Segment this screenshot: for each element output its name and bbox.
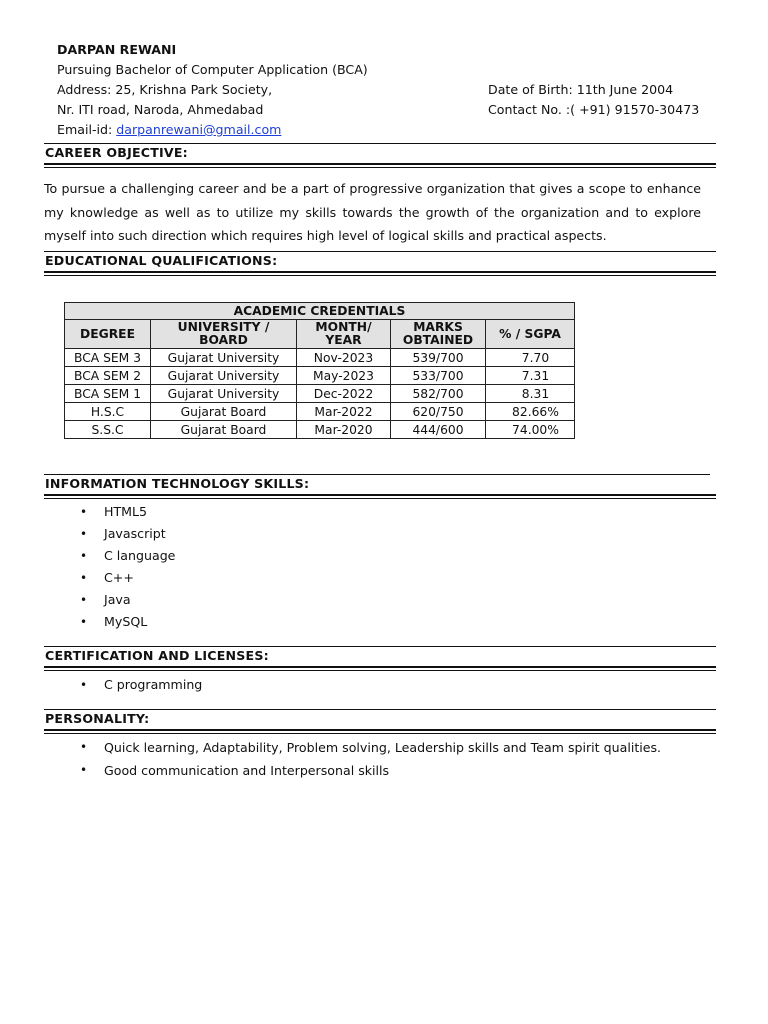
section-education (44, 251, 716, 276)
marks-cell: 539/700 (391, 349, 486, 367)
table-row (65, 367, 575, 385)
section-divider (44, 163, 716, 168)
section-divider (44, 729, 716, 734)
career-objective-text: To pursue a challenging career and be a part of progressive organization that gives a scope to enhance my knowledge as well as to utilize my skills towards the growth of the organization and to explore myself into such direction which requires high level of logical skills and practical aspects. (44, 181, 701, 243)
list-item: • Good communication and Interpersonal skills (62, 759, 661, 782)
section-divider (44, 494, 716, 499)
section-title: CAREER OBJECTIVE: (45, 145, 188, 160)
board-cell: Gujarat University (151, 367, 297, 385)
section-it-skills (44, 474, 716, 499)
marks-cell: 620/750 (391, 403, 486, 421)
column-header: MARKS OBTAINED (391, 320, 486, 349)
degree-cell: BCA SEM 1 (65, 385, 151, 403)
contact-number: Contact No. :( +91) 91570-30473 (488, 102, 700, 117)
board-cell: Gujarat Board (151, 403, 297, 421)
section-personality (44, 709, 716, 734)
table-row (65, 385, 575, 403)
month-year-cell: Mar-2022 (297, 403, 391, 421)
section-title: PERSONALITY: (45, 711, 150, 726)
marks-cell: 444/600 (391, 421, 486, 439)
column-header: UNIVERSITY / BOARD (151, 320, 297, 349)
grade-cell: 82.66% (486, 403, 575, 421)
column-header: % / SGPA (486, 320, 575, 349)
section-title: CERTIFICATION AND LICENSES: (45, 648, 269, 663)
address-line-1: Address: 25, Krishna Park Society, (57, 82, 273, 97)
table-row (65, 349, 575, 367)
table-caption: ACADEMIC CREDENTIALS (65, 303, 575, 320)
academic-credentials-table (64, 302, 575, 439)
list-item: • C language (62, 545, 175, 567)
column-header: DEGREE (65, 320, 151, 349)
degree-cell: S.S.C (65, 421, 151, 439)
table-row (65, 403, 575, 421)
degree-cell: BCA SEM 3 (65, 349, 151, 367)
month-year-cell: May-2023 (297, 367, 391, 385)
email-link[interactable]: darpanrewani@gmail.com (116, 122, 282, 137)
list-item: • Javascript (62, 523, 175, 545)
certification-list (62, 674, 202, 696)
degree-cell: BCA SEM 2 (65, 367, 151, 385)
board-cell: Gujarat Board (151, 421, 297, 439)
board-cell: Gujarat University (151, 349, 297, 367)
it-skills-list (62, 501, 175, 633)
month-year-cell: Dec-2022 (297, 385, 391, 403)
section-divider (44, 271, 716, 276)
marks-cell: 582/700 (391, 385, 486, 403)
section-title: INFORMATION TECHNOLOGY SKILLS: (45, 476, 310, 491)
grade-cell: 7.31 (486, 367, 575, 385)
month-year-cell: Mar-2020 (297, 421, 391, 439)
marks-cell: 533/700 (391, 367, 486, 385)
list-item: • C programming (62, 674, 202, 696)
section-title: EDUCATIONAL QUALIFICATIONS: (45, 253, 278, 268)
date-of-birth: Date of Birth: 11th June 2004 (488, 82, 674, 97)
section-divider (44, 666, 716, 671)
header-right (488, 80, 699, 120)
table-row (65, 421, 575, 439)
email-label: Email-id: (57, 122, 117, 137)
grade-cell: 8.31 (486, 385, 575, 403)
list-item: • C++ (62, 567, 175, 589)
column-header: MONTH/ YEAR (297, 320, 391, 349)
board-cell: Gujarat University (151, 385, 297, 403)
grade-cell: 74.00% (486, 421, 575, 439)
list-item: • Java (62, 589, 175, 611)
list-item: • MySQL (62, 611, 175, 633)
grade-cell: 7.70 (486, 349, 575, 367)
personality-list (62, 736, 661, 782)
address-line-2: Nr. ITI road, Naroda, Ahmedabad (57, 102, 264, 117)
list-item: • Quick learning, Adaptability, Problem solving, Leadership skills and Team spirit qualities. (62, 736, 661, 759)
section-certification (44, 646, 716, 671)
candidate-name: DARPAN REWANI (57, 42, 177, 57)
header-left (57, 40, 717, 140)
month-year-cell: Nov-2023 (297, 349, 391, 367)
degree-line: Pursuing Bachelor of Computer Application (BCA) (57, 62, 368, 77)
list-item: • HTML5 (62, 501, 175, 523)
email-line (57, 120, 717, 140)
degree-cell: H.S.C (65, 403, 151, 421)
section-career-objective (44, 143, 716, 168)
